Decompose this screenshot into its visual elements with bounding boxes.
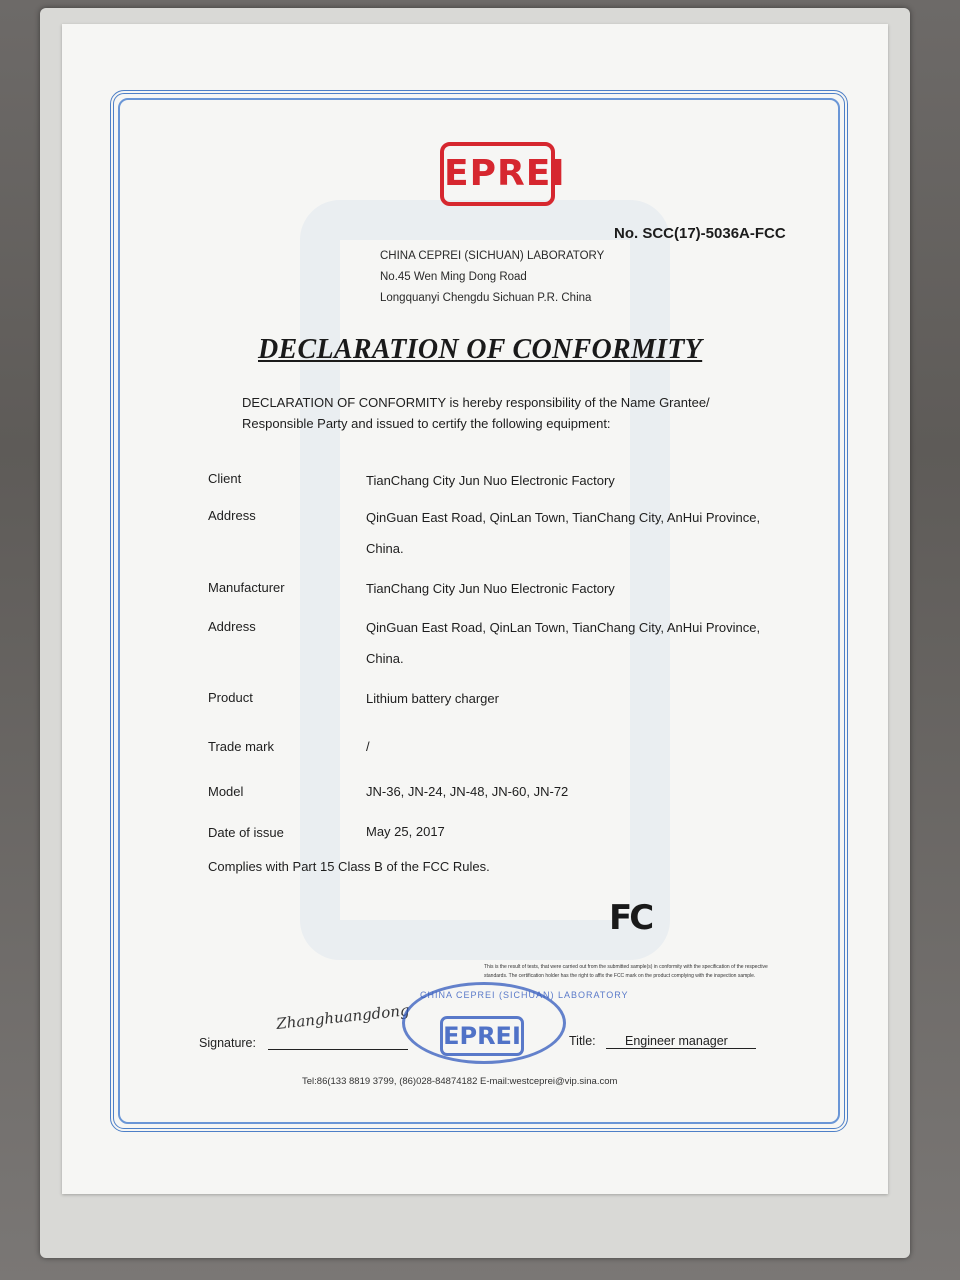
manufacturer-address-label: Address (208, 619, 256, 634)
disclaimer-text: This is the result of tests, that were carried out from the submitted sample(s) in conformity with the specification of the respective standards. The certification holder has the right to affix the FCC mark on the product complying with the inspection sample. (484, 964, 768, 979)
document-title: DECLARATION OF CONFORMITY (258, 334, 703, 365)
ceprei-logo: EPREI (440, 142, 555, 206)
date-label: Date of issue (208, 825, 284, 840)
title-line (606, 1048, 756, 1049)
signature-label: Signature: (199, 1036, 256, 1050)
intro-line2: Responsible Party and issued to certify the following equipment: (242, 416, 611, 431)
signature-line (268, 1049, 408, 1050)
intro-line1: DECLARATION OF CONFORMITY is hereby responsibility of the Name Grantee/ (242, 395, 710, 410)
manufacturer-value: TianChang City Jun Nuo Electronic Factory (366, 581, 615, 596)
handwritten-signature: Zhanghuangdong (275, 1001, 411, 1033)
product-value: Lithium battery charger (366, 691, 499, 706)
model-value: JN-36, JN-24, JN-48, JN-60, JN-72 (366, 784, 569, 799)
fcc-logo: FC (609, 898, 652, 938)
date-value: May 25, 2017 (366, 824, 445, 839)
client-label: Client (208, 471, 242, 486)
trademark-value: / (366, 739, 370, 754)
title-value: Engineer manager (625, 1034, 728, 1048)
manufacturer-address-line2: China. (366, 651, 404, 666)
model-label: Model (208, 784, 244, 799)
seal-text: CHINA CEPREI (SICHUAN) LABORATORY (420, 990, 629, 1000)
title-label: Title: (569, 1034, 596, 1048)
manufacturer-label: Manufacturer (208, 580, 285, 595)
client-value: TianChang City Jun Nuo Electronic Factory (366, 473, 615, 488)
client-address-line1: QinGuan East Road, QinLan Town, TianChang City, AnHui Province, (366, 510, 761, 525)
lab-name: CHINA CEPREI (SICHUAN) LABORATORY (380, 250, 605, 262)
product-label: Product (208, 690, 253, 705)
compliance-statement: Complies with Part 15 Class B of the FCC Rules. (208, 859, 490, 874)
lab-address-line1: No.45 Wen Ming Dong Road (380, 271, 527, 283)
trademark-label: Trade mark (208, 739, 274, 754)
client-address-label: Address (208, 508, 256, 523)
lab-address-line2: Longquanyi Chengdu Sichuan P.R. China (380, 292, 592, 304)
seal-logo: EPREI (440, 1016, 524, 1056)
certificate-number: No. SCC(17)-5036A-FCC (614, 225, 786, 242)
contact-footer: Tel:86(133 8819 3799, (86)028-84874182 E-mail:westceprei@vip.sina.com (302, 1076, 618, 1087)
client-address-line2: China. (366, 541, 404, 556)
manufacturer-address-line1: QinGuan East Road, QinLan Town, TianChang City, AnHui Province, (366, 620, 761, 635)
